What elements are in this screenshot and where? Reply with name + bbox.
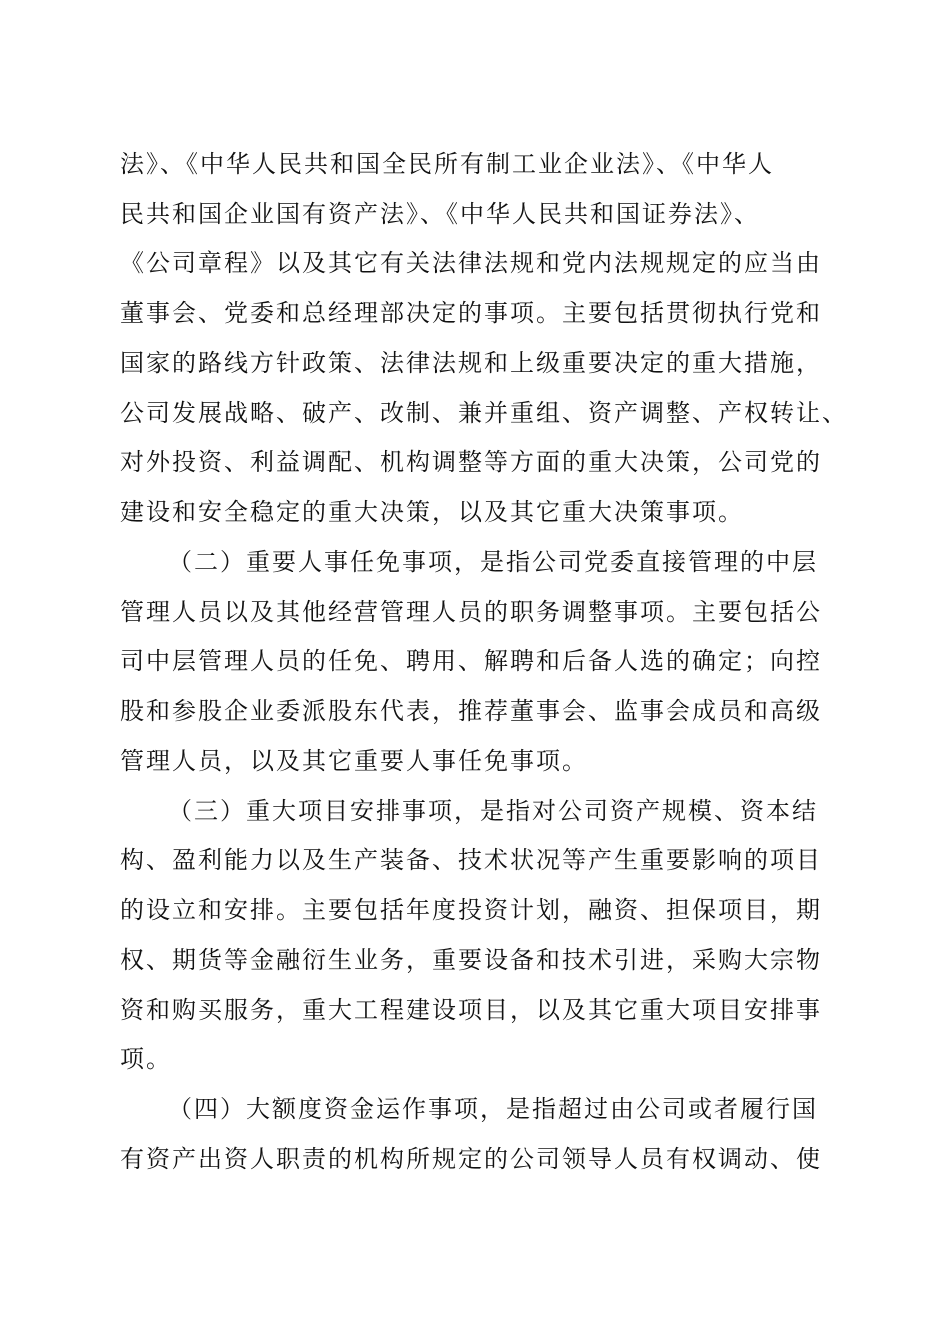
paragraph-heading-3: （三）重大项目安排事项，是指对公司资产规模、资本结 <box>168 797 818 825</box>
body-text-line: 管理人员以及其他经营管理人员的职务调整事项。主要包括公 <box>120 598 822 626</box>
body-text-line: 法》、《中华人民共和国全民所有制工业企业法》、《中华人 <box>120 150 774 178</box>
body-text-line: 建设和安全稳定的重大决策，以及其它重大决策事项。 <box>120 498 744 526</box>
body-text-line: 公司发展战略、破产、改制、兼并重组、资产调整、产权转让、 <box>120 399 848 427</box>
body-text-line: 的设立和安排。主要包括年度投资计划，融资、担保项目，期 <box>120 896 822 924</box>
body-text-line: 项。 <box>120 1045 172 1073</box>
body-text-line: 构、盈利能力以及生产装备、技术状况等产生重要影响的项目 <box>120 846 822 874</box>
body-text-line: 股和参股企业委派股东代表，推荐董事会、监事会成员和高级 <box>120 697 822 725</box>
paragraph-heading-2: （二）重要人事任免事项，是指公司党委直接管理的中层 <box>168 548 818 576</box>
body-text-line: 司中层管理人员的任免、聘用、解聘和后备人选的确定；向控 <box>120 647 822 675</box>
body-text-line: 资和购买服务，重大工程建设项目，以及其它重大项目安排事 <box>120 996 822 1024</box>
body-text-line: 国家的路线方针政策、法律法规和上级重要决定的重大措施， <box>120 349 822 377</box>
body-text-line: 对外投资、利益调配、机构调整等方面的重大决策，公司党的 <box>120 448 822 476</box>
body-text-line: 《公司章程》以及其它有关法律法规和党内法规规定的应当由 <box>120 249 822 277</box>
body-text-line: 民共和国企业国有资产法》、《中华人民共和国证券法》、 <box>120 200 760 228</box>
paragraph-heading-4: （四）大额度资金运作事项，是指超过由公司或者履行国 <box>168 1095 818 1123</box>
body-text-line: 管理人员，以及其它重要人事任免事项。 <box>120 747 588 775</box>
body-text-line: 董事会、党委和总经理部决定的事项。主要包括贯彻执行党和 <box>120 299 822 327</box>
body-text-line: 权、期货等金融衍生业务，重要设备和技术引进，采购大宗物 <box>120 946 822 974</box>
body-text-line: 有资产出资人职责的机构所规定的公司领导人员有权调动、使 <box>120 1145 822 1173</box>
